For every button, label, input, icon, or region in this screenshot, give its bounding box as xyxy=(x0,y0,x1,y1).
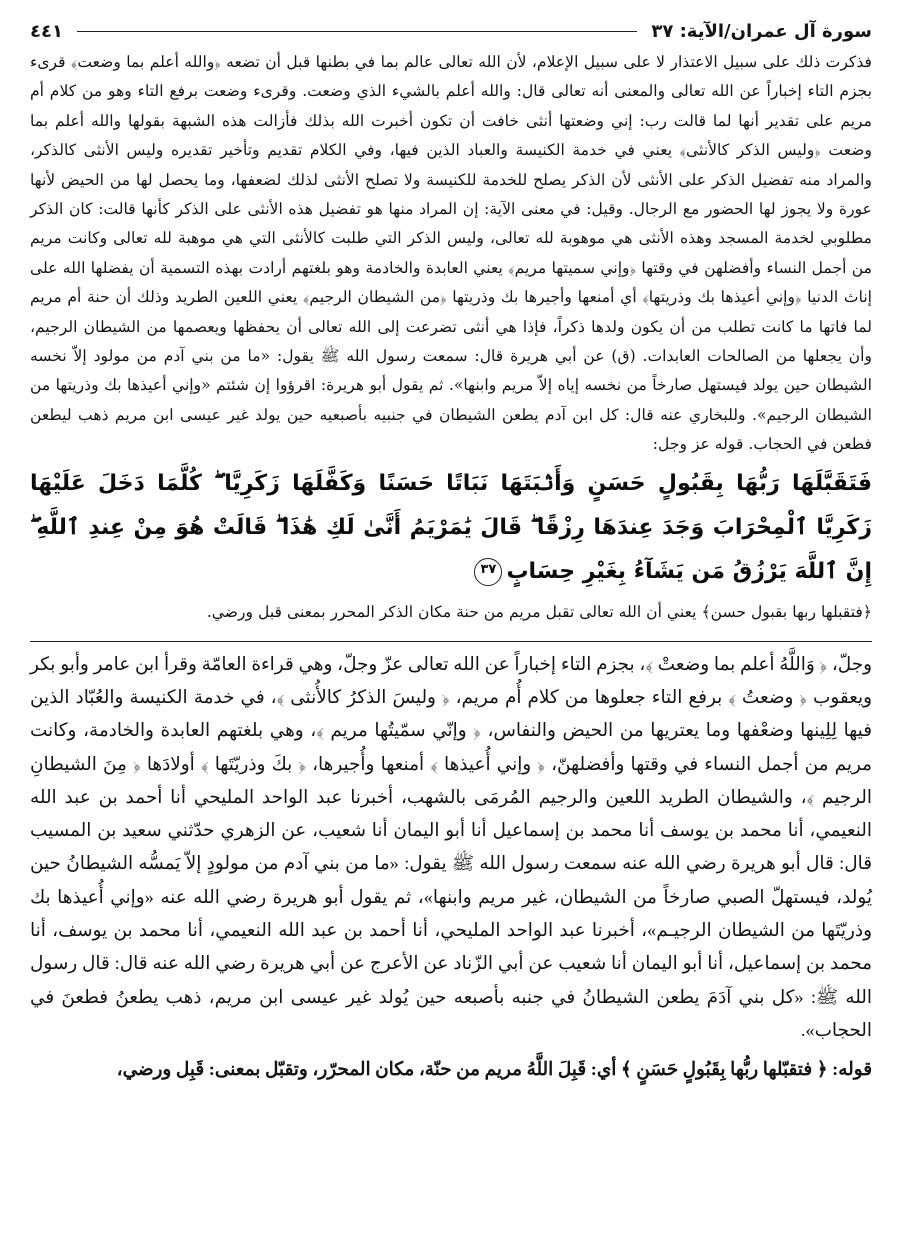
quran-verse xyxy=(30,462,872,594)
ayah-number-marker: ٣٧ xyxy=(474,558,502,586)
lower-paragraph: وجلّ، ﴿ وَاللَّهُ أعلم بما وضعتْ ﴾، بجزم التاء إخباراً عن الله تعالى عزّ وجلّ، وهي قراءة العامّة وقرأ ابن عامر وأبو بكر ويعقوب ﴿ وضعتُ ﴾ برفع التاء جعلوها من كلام أُم مريم، ﴿ وليسَ الذكرُ كالأُنثى ﴾، في خدمة الكنيسة والعُبّاد الذين فيها لِلِينها وضعْفها وما يعتريها من الحيض والنفاس، ﴿ وإنّي سمّيتُها مريم ﴾، وهي بلغتهم العابدة والخادمة، وكانت مريم من أجمل النساء في وقتها وأفضلهنّ، ﴿ وإني أُعيذها ﴾ أمنعها وأُجيرها، ﴿ بكَ وذريّتَها ﴾ أولادَها ﴿ مِنَ الشيطانِ الرجيم ﴾، والشيطان الطريد اللعين والرجيم المُرمَى بالشهب، أخبرنا عبد الواحد المليحي أنا أحمد بن عبد الله النعيمي، أنا محمد بن يوسف أنا محمد بن إسماعيل أنا أبو اليمان أنا شعيب، عن الزهري حدّثني سعيد بن المسيب قال: قال أبو هريرة رضي الله عنه سمعت رسول الله ﷺ يقول: «ما من بني آدم من مولودٍ إلاّ يَمسُّه الشيطانُ حين يُولد، فيستهلّ الصبي صارخاً من الشيطان، غير مريم وابنها»، ثم يقول أبو هريرة رضي الله عنه «وإني أُعيذها بك وذريّتَها من الشيطان الرجيـم»، أخبرنا عبد الواحد المليحي، أنا أحمد بن عبد الله النعيمي، أنا محمد بن يوسف، أنا محمد بن إسماعيل، أنا أبو اليمان أنا شعيب عن أبي الزّناد عن الأعرج عن أبي هريرة رضي الله عنه قال: قال رسول الله ﷺ: «كل بني آدَمَ يطعن الشيطانُ في جنبه بأصبعه حين يُولد غير عيسى ابن مريم، ذهب يطعنُ فطعنَ في الحجاب». xyxy=(30,653,872,1040)
section-divider xyxy=(30,641,872,642)
upper-after-verse: ﴿فتقبلها ربها بقبول حسن﴾ يعني أن الله تعالى تقبل مريم من حنة مكان الذكر المحرر بمعنى قبل ورضي. xyxy=(206,602,872,621)
lower-closing-line: قوله: ﴿ فتقبّلها ربُّها بِقَبُولٍ حَسَنٍ ﴾ أي: قَبِلَ اللَّهُ مريم من حنّة، مكان المحرّر، وتقبّل بمعنى: قَبِل ورضي، xyxy=(116,1059,872,1080)
page-header xyxy=(30,14,872,48)
upper-commentary xyxy=(30,48,872,460)
lower-commentary xyxy=(30,648,872,1087)
surah-title: سورة آل عمران/الآية: ٣٧ xyxy=(651,20,872,42)
quran-verse-text: فَتَقَبَّلَهَا رَبُّهَا بِقَبُولٍ حَسَنٍ وَأَنۢبَتَهَا نَبَاتًا حَسَنًا وَكَفَّلَهَا زَكَرِيَّا ۖ كُلَّمَا دَخَلَ عَلَيْهَا زَكَرِيَّا ٱلْمِحْرَابَ وَجَدَ عِندَهَا رِزْقًا ۖ قَالَ يَٰمَرْيَمُ أَنَّىٰ لَكِ هَٰذَا ۖ قَالَتْ هُوَ مِنْ عِندِ ٱللَّهِ ۖ إِنَّ ٱللَّهَ يَرْزُقُ مَن يَشَآءُ بِغَيْرِ حِسَابٍ xyxy=(30,470,872,584)
book-page xyxy=(30,14,872,1244)
header-rule xyxy=(77,31,637,32)
upper-paragraph: فذكرت ذلك على سبيل الاعتذار لا على سبيل الإعلام، لأن الله تعالى عالم بما في بطنها قبل أن تضعه ﴿والله أعلم بما وضعت﴾ قرىء بجزم التاء إخباراً عن الله تعالى والمعنى أنه تعالى قال: والله أعلم بالشيء الذي وضعت. وقرىء وضعت برفع التاء وهو من كلام أم مريم على تقدير أنها لما قالت رب: إني وضعتها أنثى خافت أن تكون أخبرت الله بذلك فأزالت هذه الشبهة بقولها والله أعلم بما وضعت ﴿وليس الذكر كالأنثى﴾ يعني في خدمة الكنيسة والعباد الذين فيها، وفي الكلام تقديم وتأخير تقديره وليس الأنثى كالذكر، والمراد منه تفضيل الذكر على الأنثى لأن الذكر يصلح للخدمة للكنيسة ولا تصلح الأنثى لذلك لضعفها، وما يحصل لها من الحيض لأنها عورة ولا يجوز لها الحضور مع الرجال. وقيل: في معنى الآية: إن المراد منها هو تفضيل هذه الأنثى على الذكر كأنها قالت: كان الذكر مطلوبي لخدمة المسجد وهذه الأنثى هي موهوبة لله تعالى، وليس الذكر التي طلبت كالأنثى التي هي موهبة لله تعالى وكانت مريم من أجمل النساء وأفضلهن في وقتها ﴿وإني سميتها مريم﴾ يعني العابدة والخادمة وهو بلغتهم أرادت بهذه التسمية أن يفضلها الله على إناث الدنيا ﴿وإني أعيذها بك وذريتها﴾ أي أمنعها وأجيرها بك وذريتها ﴿من الشيطان الرجيم﴾ يعني اللعين الطريد وذلك أن حنة أم مريم لما فاتها ما كانت تطلب من أن يكون ولدها ذكراً، فإذا هي أنثى تضرعت إلى الله تعالى أن يحفظها ويعصمها من الشيطان الرجيم، وأن يجعلها من الصالحات العابدات. (ق) عن أبي هريرة قال: سمعت رسول الله ﷺ يقول: «ما من بني آدم من مولود إلاّ نخسه الشيطان حين يولد فيستهل صارخاً من نخسه إياه إلاّ مريم وابنها». ثم يقول أبو هريرة: اقرؤوا إن شئتم «وإني أعيذها بك وذريتها من الشيطان الرجيم». وللبخاري عنه قال: كل ابن آدم يطعن الشيطان في جنبيه بأصبعيه حين يولد غير عيسى ابن مريم ذهب ليطعن فطعن في الحجاب. قوله عز وجل: xyxy=(30,53,872,454)
page-number: ٤٤١ xyxy=(30,20,63,42)
